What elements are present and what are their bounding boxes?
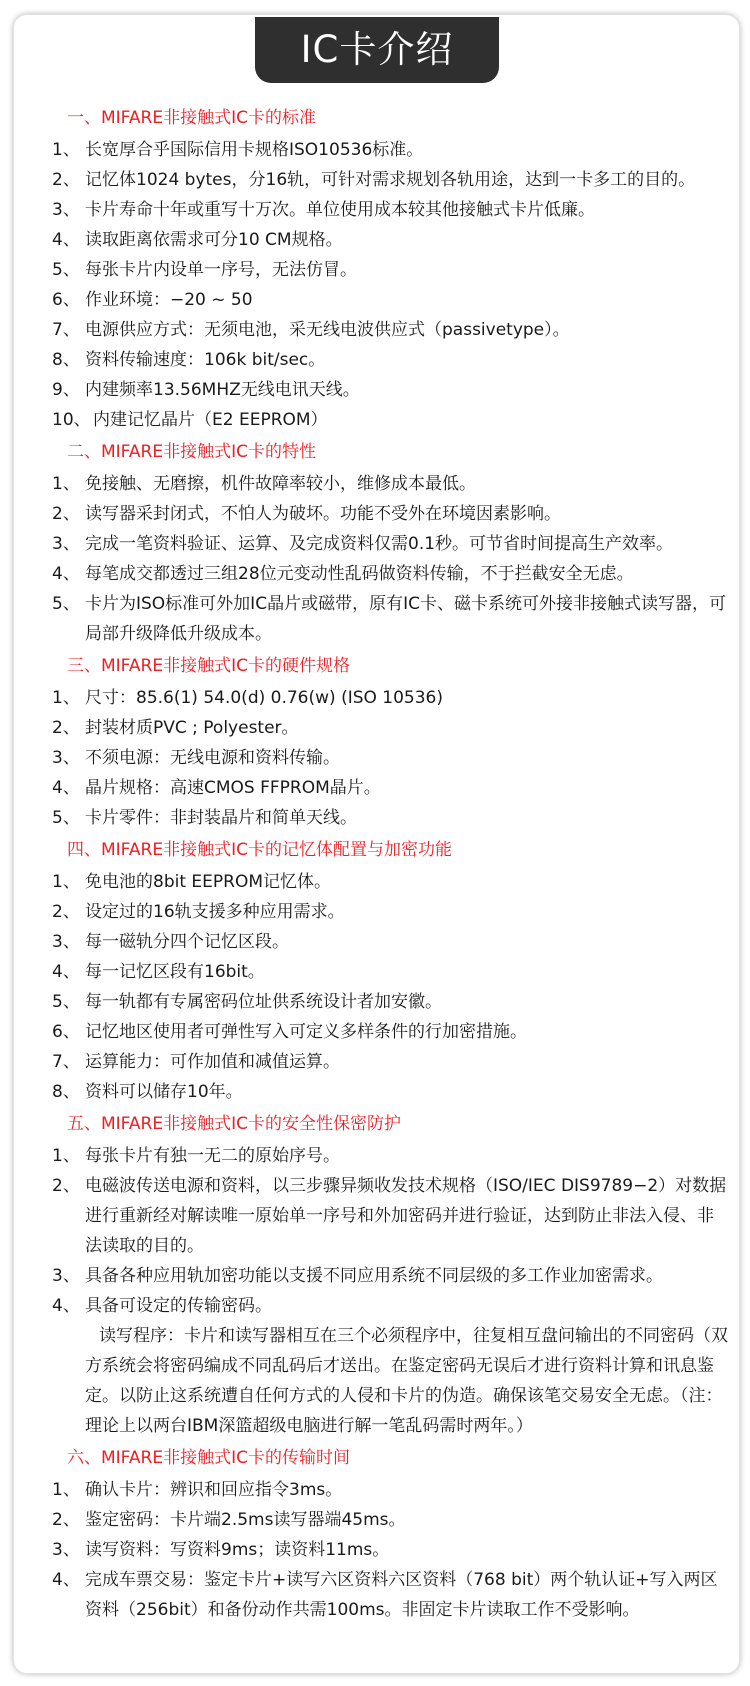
section-security <box>52 1109 728 1441</box>
item-text: 免接触、无磨擦，机件故障率较小，维修成本最低。 <box>85 474 476 494</box>
section-heading: 一、MIFARE非接触式IC卡的标准 <box>67 108 316 128</box>
list-item <box>52 529 728 559</box>
item-number: 2、 <box>52 718 80 738</box>
item-number: 3、 <box>52 932 80 952</box>
item-text: 读取距离依需求可分10 CM规格。 <box>85 230 343 250</box>
list-item <box>52 165 728 195</box>
list-item <box>52 589 728 649</box>
document-body <box>52 101 728 1625</box>
list-item <box>52 957 728 987</box>
list-item <box>52 1261 728 1291</box>
content-card <box>13 14 740 1674</box>
item-number: 1、 <box>52 474 80 494</box>
item-number: 5、 <box>52 260 80 280</box>
section-heading: 二、MIFARE非接触式IC卡的特性 <box>67 442 316 462</box>
item-number: 3、 <box>52 200 80 220</box>
item-number: 9、 <box>52 380 80 400</box>
item-text: 资料传输速度：106k bit/sec。 <box>85 350 326 370</box>
list-item <box>52 375 728 405</box>
item-text: 每一磁轨分四个记忆区段。 <box>85 932 289 952</box>
item-text: 设定过的16轨支援多种应用需求。 <box>85 902 345 922</box>
item-text: 读写器采封闭式，不怕人为破坏。功能不受外在环境因素影响。 <box>85 504 561 524</box>
list-item <box>52 803 728 833</box>
item-text: 资料可以储存10年。 <box>85 1082 243 1102</box>
list-item <box>52 405 728 435</box>
section-hardware <box>52 651 728 833</box>
item-number: 5、 <box>52 992 80 1012</box>
list-item <box>52 927 728 957</box>
section-features <box>52 437 728 649</box>
item-number: 4、 <box>52 564 80 584</box>
list-item <box>52 315 728 345</box>
item-text: 不须电源：无线电源和资料传输。 <box>85 748 340 768</box>
item-text: 免电池的8bit EEPROM记忆体。 <box>85 872 331 892</box>
item-number: 1、 <box>52 140 80 160</box>
item-number: 10、 <box>52 410 91 430</box>
item-text: 具备各种应用轨加密功能以支援不同应用系统不同层级的多工作业加密需求。 <box>85 1266 663 1286</box>
list-item <box>52 499 728 529</box>
list-item <box>52 135 728 165</box>
item-text: 记忆地区使用者可弹性写入可定义多样条件的行加密措施。 <box>85 1022 527 1042</box>
item-text: 每一轨都有专属密码位址供系统设计者加安徽。 <box>85 992 442 1012</box>
item-number: 4、 <box>52 778 80 798</box>
item-text: 确认卡片：辨识和回应指令3ms。 <box>85 1480 343 1500</box>
item-text: 封装材质PVC ; Polyester。 <box>85 718 299 738</box>
item-number: 5、 <box>52 808 80 828</box>
item-number: 2、 <box>52 504 80 524</box>
security-note: 读写程序：卡片和读写器相互在三个必须程序中，往复相互盘问输出的不同密码（双方系统会将密码编成不同乱码后才送出。在鉴定密码无误后才进行资料计算和讯息鉴定。以防止这系统遭自任何方式的人侵和卡片的伪造。确保该笔交易安全无虑。（注：理论上以两台IBM深篮超级电脑进行解一笔乱码需时两年。） <box>85 1326 728 1436</box>
list-item <box>52 773 728 803</box>
item-number: 3、 <box>52 534 80 554</box>
page-title: IC卡介绍 <box>255 17 499 83</box>
item-number: 8、 <box>52 350 80 370</box>
section-heading: 四、MIFARE非接触式IC卡的记忆体配置与加密功能 <box>67 840 452 860</box>
list-item <box>52 1017 728 1047</box>
item-number: 3、 <box>52 1266 80 1286</box>
list-item <box>52 987 728 1017</box>
section-heading: 六、MIFARE非接触式IC卡的传输时间 <box>67 1448 350 1468</box>
item-text: 每一记忆区段有16bit。 <box>85 962 265 982</box>
section-memory <box>52 835 728 1107</box>
list-item <box>52 285 728 315</box>
item-text: 读写资料：写资料9ms；读资料11ms。 <box>85 1540 390 1560</box>
item-text: 晶片规格：高速CMOS FFPROM晶片。 <box>85 778 381 798</box>
list-item <box>52 1047 728 1077</box>
item-number: 1、 <box>52 688 80 708</box>
item-text: 电磁波传送电源和资料，以三步骤异频收发技术规格（ISO/IEC DIS9789−2）对数据进行重新经对解读唯一原始单一序号和外加密码并进行验证，达到防止非法入侵、非法读取的目的。 <box>85 1176 727 1256</box>
section-heading: 三、MIFARE非接触式IC卡的硬件规格 <box>67 656 350 676</box>
list-item <box>52 469 728 499</box>
list-item <box>52 559 728 589</box>
list-item <box>52 867 728 897</box>
list-item <box>52 1535 728 1565</box>
item-number: 2、 <box>52 1510 80 1530</box>
list-item <box>52 743 728 773</box>
item-text: 电源供应方式：无须电池，采无线电波供应式（passivetype）。 <box>85 320 570 340</box>
list-item <box>52 1505 728 1535</box>
list-item <box>52 1141 728 1171</box>
list-item <box>52 1291 728 1321</box>
list-item <box>52 255 728 285</box>
list-item <box>52 683 728 713</box>
item-number: 1、 <box>52 1480 80 1500</box>
list-item <box>52 345 728 375</box>
list-item <box>52 1565 728 1625</box>
item-number: 5、 <box>52 594 80 614</box>
item-number: 1、 <box>52 872 80 892</box>
list-item <box>52 1077 728 1107</box>
section-timing <box>52 1443 728 1625</box>
item-text: 作业环境：−20 ~ 50 <box>85 290 253 310</box>
list-item <box>52 1171 728 1261</box>
item-text: 运算能力：可作加值和减值运算。 <box>85 1052 340 1072</box>
item-number: 8、 <box>52 1082 80 1102</box>
item-text: 卡片寿命十年或重写十万次。单位使用成本较其他接触式卡片低廉。 <box>85 200 595 220</box>
item-text: 完成车票交易：鉴定卡片+读写六区资料六区资料（768 bit）两个轨认证+写入两区资料（256bit）和备份动作共需100ms。非固定卡片读取工作不受影响。 <box>85 1570 718 1620</box>
item-number: 4、 <box>52 230 80 250</box>
list-item <box>52 897 728 927</box>
item-text: 卡片为ISO标准可外加IC晶片或磁带，原有IC卡、磁卡系统可外接非接触式读写器，可局部升级降低升级成本。 <box>85 594 726 644</box>
list-item <box>52 1475 728 1505</box>
item-number: 1、 <box>52 1146 80 1166</box>
item-number: 4、 <box>52 1296 80 1316</box>
list-item <box>52 225 728 255</box>
item-number: 2、 <box>52 902 80 922</box>
item-number: 3、 <box>52 748 80 768</box>
item-text: 记忆体1024 bytes，分16轨，可针对需求规划各轨用途，达到一卡多工的目的。 <box>85 170 696 190</box>
item-number: 4、 <box>52 962 80 982</box>
item-text: 内建记忆晶片（E2 EEPROM） <box>93 410 328 430</box>
list-item <box>52 713 728 743</box>
section-standard <box>52 103 728 435</box>
item-number: 7、 <box>52 1052 80 1072</box>
item-number: 6、 <box>52 290 80 310</box>
list-item <box>52 195 728 225</box>
item-text: 每张卡片内设单一序号，无法仿冒。 <box>85 260 357 280</box>
item-text: 卡片零件：非封装晶片和简单天线。 <box>85 808 357 828</box>
section-heading: 五、MIFARE非接触式IC卡的安全性保密防护 <box>67 1114 401 1134</box>
item-number: 6、 <box>52 1022 80 1042</box>
item-text: 完成一笔资料验证、运算、及完成资料仅需0.1秒。可节省时间提高生产效率。 <box>85 534 674 554</box>
item-number: 4、 <box>52 1570 80 1590</box>
item-number: 2、 <box>52 1176 80 1196</box>
item-number: 3、 <box>52 1540 80 1560</box>
item-text: 鉴定密码：卡片端2.5ms读写器端45ms。 <box>85 1510 406 1530</box>
item-number: 2、 <box>52 170 80 190</box>
item-number: 7、 <box>52 320 80 340</box>
item-text: 尺寸：85.6(1) 54.0(d) 0.76(w) (ISO 10536) <box>85 688 444 708</box>
item-text: 每笔成交都透过三组28位元变动性乱码做资料传输，不于拦截安全无虑。 <box>85 564 634 584</box>
item-text: 长宽厚合乎国际信用卡规格ISO10536标准。 <box>85 140 424 160</box>
item-text: 具备可设定的传输密码。 <box>85 1296 272 1316</box>
item-text: 每张卡片有独一无二的原始序号。 <box>85 1146 340 1166</box>
item-text: 内建频率13.56MHZ无线电讯天线。 <box>85 380 360 400</box>
